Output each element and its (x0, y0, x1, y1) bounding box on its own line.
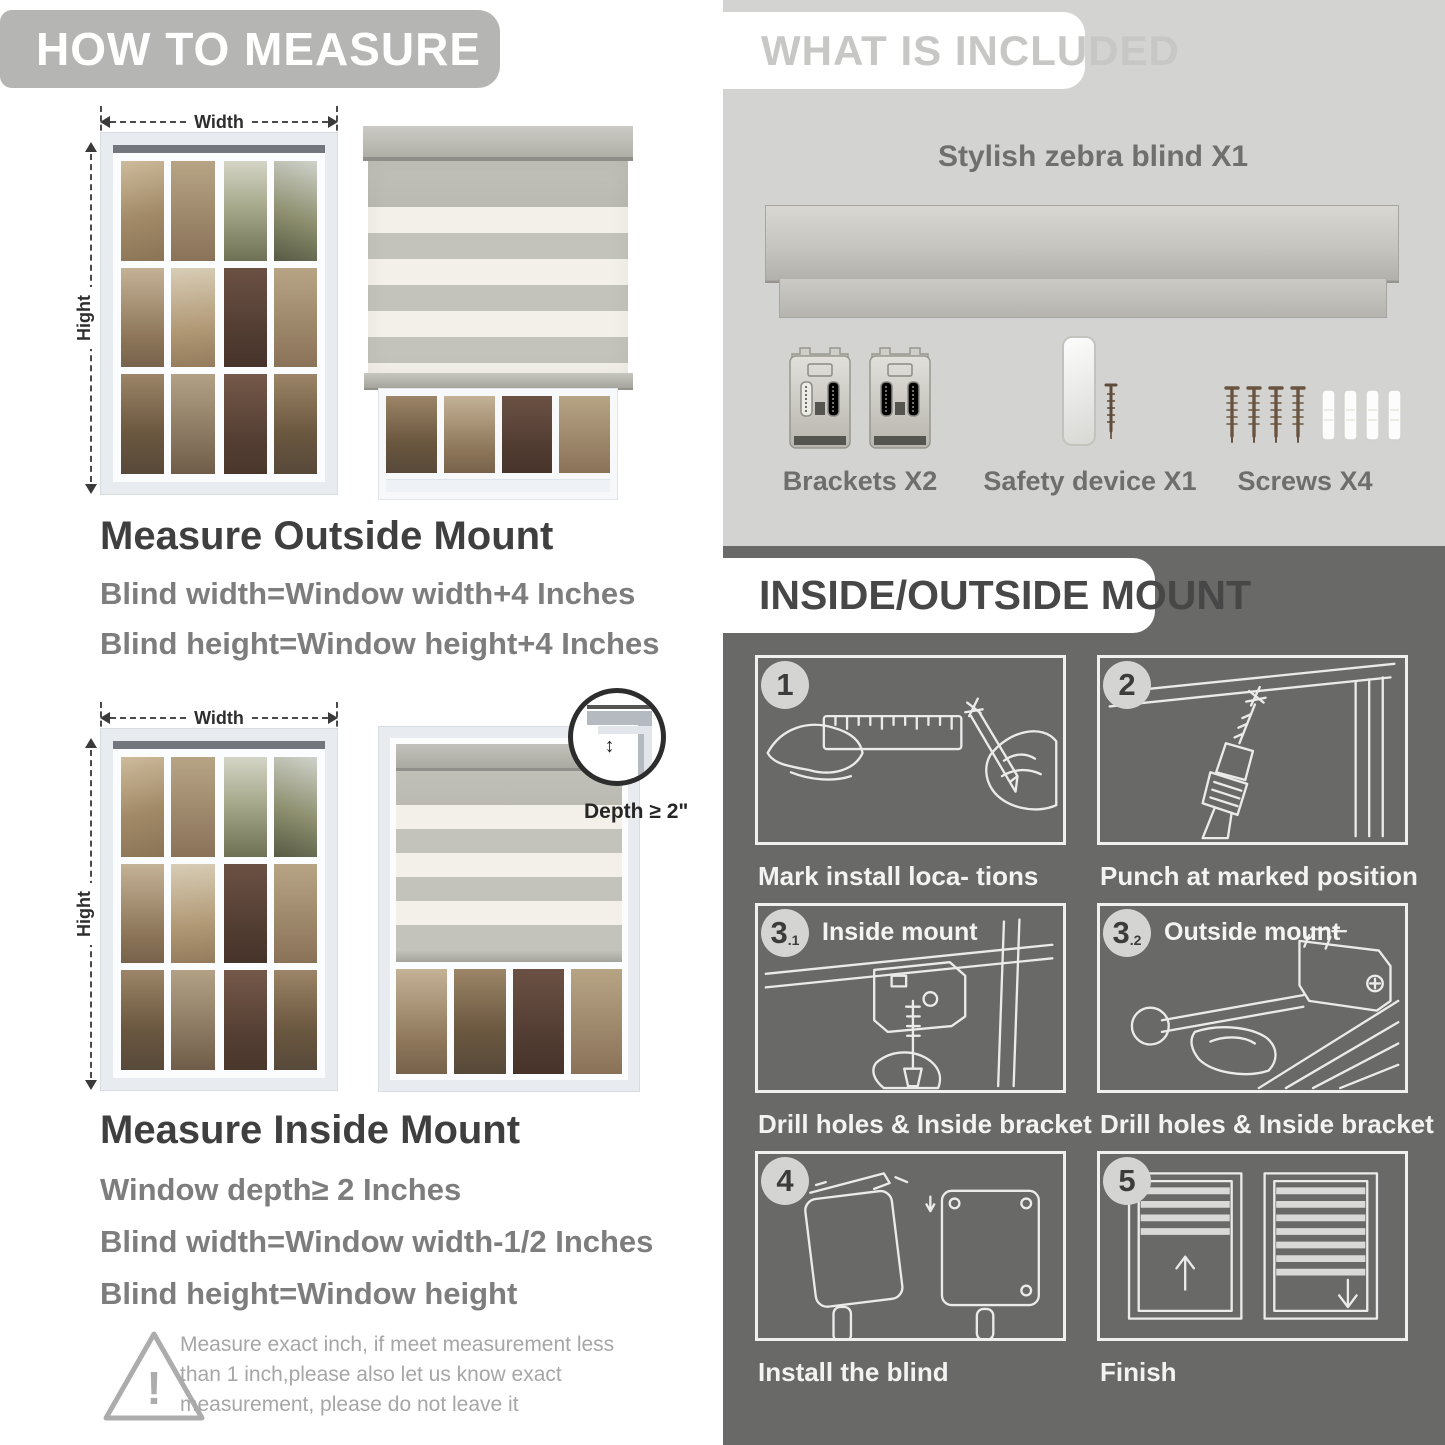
arrow-left-icon (100, 712, 110, 724)
window-sill (386, 479, 610, 492)
arrow-right-icon (328, 712, 338, 724)
window-sash-left (121, 757, 215, 1070)
step-caption-3-2: Drill holes & Inside bracket (1100, 1109, 1434, 1139)
height-label: Hight (74, 883, 95, 945)
step-badge: 3 .2 (1103, 909, 1151, 957)
blind-rail-product (779, 279, 1387, 318)
window-illustration-outside (100, 132, 338, 495)
step-label: Outside mount (1164, 918, 1341, 946)
step-label: Inside mount (822, 918, 978, 946)
step-caption-1: Mark install loca- tions (758, 861, 1039, 891)
window-sash-left (121, 161, 215, 474)
height-measurement-inside (66, 740, 100, 1088)
step-panel-3-1 (755, 903, 1066, 1093)
section-header-label: HOW TO MEASURE (36, 23, 482, 75)
window-sash-right (224, 757, 318, 1070)
section-header-mount (723, 558, 1252, 633)
step-badge: 3 .1 (761, 909, 809, 957)
step-caption-3-1: Drill holes & Inside bracket (758, 1109, 1092, 1139)
window-below-blind (396, 962, 622, 1074)
width-label: Width (194, 707, 244, 728)
step-badge: 4 (761, 1157, 809, 1205)
step-caption-4: Install the blind (758, 1357, 949, 1387)
width-measurement-inside (100, 708, 338, 728)
step-badge: 2 (1103, 661, 1151, 709)
safety-device-label: Safety device X1 (983, 466, 1197, 496)
window-track (113, 145, 325, 153)
section-header-label: WHAT IS INCLUDED (761, 26, 1180, 74)
step-panel-1 (755, 655, 1066, 845)
depth-requirement-label: Depth ≥ 2" (584, 800, 689, 823)
step-caption-2: Punch at marked position (1100, 861, 1418, 891)
arrow-right-icon (328, 116, 338, 128)
svg-text:!: ! (146, 1362, 162, 1414)
inside-mount-title: Measure Inside Mount (100, 1108, 521, 1152)
arrow-left-icon (100, 116, 110, 128)
measurement-warning-text: Measure exact inch, if meet measurement less than 1 inch,please also let us know exact measurement, please do not leave it (180, 1333, 615, 1416)
blind-shade-stripes (396, 771, 622, 949)
step-panel-3-2 (1097, 903, 1408, 1093)
safety-device-illustration (1062, 336, 1096, 446)
depth-magnifier (568, 688, 666, 786)
section-header-how-to-measure (0, 10, 500, 88)
safety-screw-illustration (1104, 382, 1118, 444)
inside-formula-depth: Window depth≥ 2 Inches (100, 1172, 462, 1207)
step-panel-4 (755, 1151, 1066, 1341)
inside-formula-height: Blind height=Window height (100, 1276, 518, 1311)
window-track (113, 741, 325, 749)
height-measurement-outside (66, 144, 100, 492)
inside-formula-width: Blind width=Window width-1/2 Inches (100, 1224, 654, 1259)
product-label: Stylish zebra blind X1 (937, 140, 1249, 173)
brackets-label: Brackets X2 (782, 466, 938, 496)
blind-shade-stripes (368, 161, 628, 373)
window-illustration-inside (100, 728, 338, 1091)
outside-formula-width: Blind width=Window width+4 Inches (100, 576, 636, 611)
width-measurement-outside (100, 112, 338, 132)
step-caption-5: Finish (1100, 1357, 1177, 1387)
step-badge: 1 (761, 661, 809, 709)
brackets-illustration (784, 344, 936, 458)
depth-arrow-icon: ↕ (604, 735, 615, 758)
section-header-label: INSIDE/OUTSIDE MOUNT (759, 572, 1252, 618)
blind-bottom-rail (396, 949, 622, 962)
step-panel-5 (1097, 1151, 1408, 1341)
blind-cassette (363, 126, 633, 161)
step-badge: 5 (1103, 1157, 1151, 1205)
window-sash-right (224, 161, 318, 474)
screws-anchors-illustration (1222, 384, 1404, 450)
outside-formula-height: Blind height=Window height+4 Inches (100, 626, 660, 661)
screws-label: Screws X4 (1237, 466, 1373, 496)
window-below-blind (378, 388, 618, 500)
section-header-what-is-included (723, 12, 1180, 89)
outside-mount-title: Measure Outside Mount (100, 514, 554, 558)
width-label: Width (194, 111, 244, 132)
step-panel-2 (1097, 655, 1408, 845)
blind-cassette-product (765, 205, 1399, 281)
height-label: Hight (74, 287, 95, 349)
